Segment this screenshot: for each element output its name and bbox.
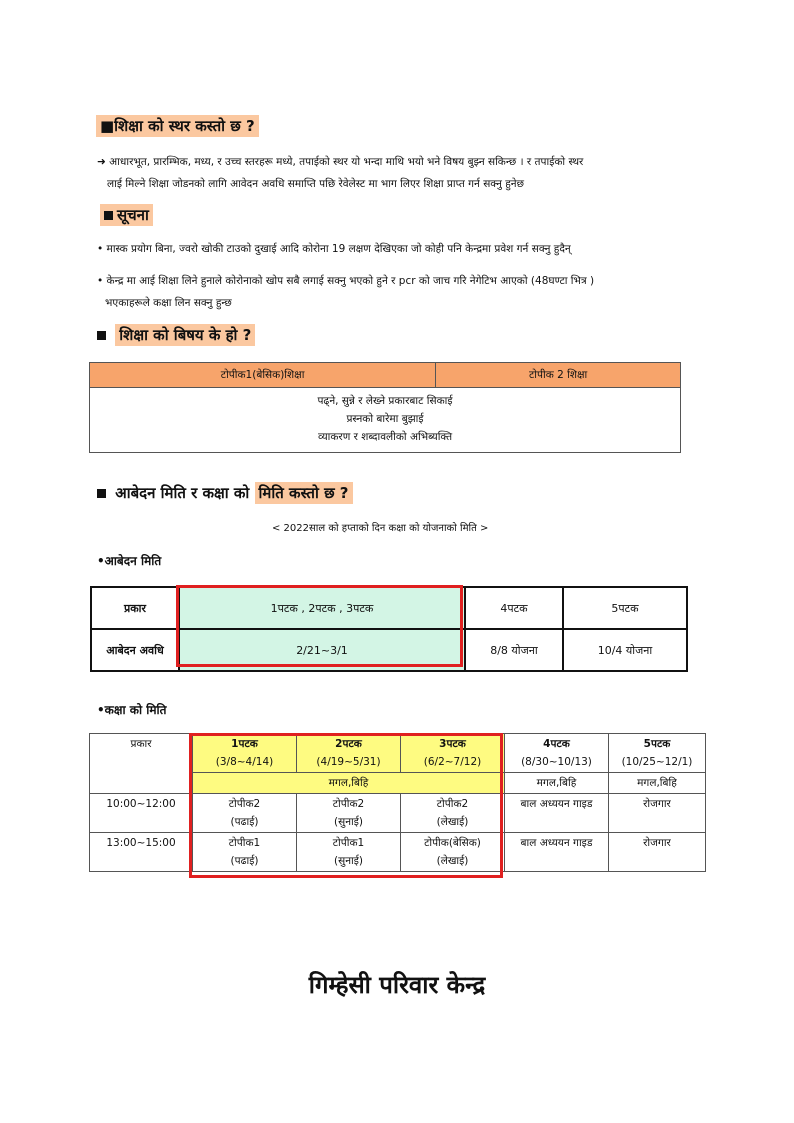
- time-slot: 10:00~12:00: [90, 794, 193, 833]
- class-cell: टोपीक2 (पढाई): [193, 794, 297, 833]
- session-4: 4पटक (8/30~10/13): [505, 734, 609, 773]
- footer-title: गिम्हेसी परिवार केन्द्र: [308, 971, 486, 999]
- session-days-4: मगल,बिहि: [505, 773, 609, 794]
- app-header-4: 4पटक: [465, 587, 563, 629]
- subject-col-1: टोपीक1(बेसिक)शिक्षा: [90, 363, 436, 388]
- arrow-icon: ➜: [97, 156, 106, 168]
- class-cell: रोजगार: [609, 794, 706, 833]
- section-level-text: ➜ आधारभूत, प्रारम्भिक, मध्य, र उच्च स्तरहरू मध्ये, तपाईको स्थर यो भन्दा माथि भयो भने विषय बुझ्न सकिन्छ । र तपाईको स्थर लाई मिल्ने शिक्षा जोडनको लागि आवेदन अवधि समाप्ति पछि रेवेलेस्ट मा भाग लिएर शिक्षा प्राप्त गर्न सक्नु हुनेछ: [97, 156, 584, 190]
- app-period-5: 10/4 योजना: [563, 629, 687, 671]
- app-period-4: 8/8 योजना: [465, 629, 563, 671]
- square-bullet-icon: [104, 211, 113, 220]
- app-period-1-3: 2/21~3/1: [179, 629, 465, 671]
- square-bullet-icon: [97, 331, 106, 340]
- session-1: 1पटक (3/8~4/14): [193, 734, 297, 773]
- schedule-subtitle: < 2022साल को हप्ताको दिन कक्षा को योजनाको मिति >: [272, 523, 489, 534]
- class-cell: टोपीक1 (सुनाई): [297, 833, 401, 872]
- bullet-icon: •: [97, 243, 104, 255]
- class-cell: रोजगार: [609, 833, 706, 872]
- section-level-title: ■शिक्षा को स्थर कस्तो छ ?: [96, 116, 259, 136]
- session-days-5: मगल,बिहि: [609, 773, 706, 794]
- session-3: 3पटक (6/2~7/12): [401, 734, 505, 773]
- session-2: 2पटक (4/19~5/31): [297, 734, 401, 773]
- class-cell: टोपीक(बेसिक) (लेखाई): [401, 833, 505, 872]
- class-cell: बाल अध्ययन गाइड: [505, 833, 609, 872]
- class-cell: टोपीक2 (लेखाई): [401, 794, 505, 833]
- highlight-box: [176, 585, 463, 667]
- square-bullet-icon: [97, 489, 106, 498]
- subject-table: [89, 362, 681, 453]
- class-cell: टोपीक2 (सुनाई): [297, 794, 401, 833]
- app-header-1-3: 1पटक , 2पटक , 3पटक: [179, 587, 465, 629]
- time-slot: 13:00~15:00: [90, 833, 193, 872]
- app-header-5: 5पटक: [563, 587, 687, 629]
- subject-description: पढ्ने, सुन्ने र लेख्ने प्रकारबाट सिकाई प्रस्नको बारेमा बुझाई व्याकरण र शब्दावलीको अभिब्यक्ति: [317, 395, 453, 443]
- bullet-icon: •: [97, 275, 104, 287]
- app-header-type: प्रकार: [91, 587, 179, 629]
- classes-label: •कक्षा को मिति: [97, 703, 167, 717]
- section-subject-title: शिक्षा को बिषय के हो ?: [97, 325, 255, 345]
- highlight-box: [189, 733, 503, 878]
- section-schedule-title: आबेदन मिति र कक्षा को मिति कस्तो छ ?: [97, 483, 353, 503]
- session-days-merged: मगल,बिहि: [193, 773, 505, 794]
- application-label: •आबेदन मिति: [97, 554, 162, 568]
- session-5: 5पटक (10/25~12/1): [609, 734, 706, 773]
- notice-item-1: • मास्क प्रयोग बिना, ज्वरो खोकी टाउको दुखाई आदि कोरोना 19 लक्षण देखिएका जो कोही पनि केन्द्रमा प्रवेश गर्न सक्नु हुदैन्: [97, 243, 571, 255]
- subject-col-2: टोपीक 2 शिक्षा: [436, 363, 681, 388]
- notice-item-2: • केन्द्र मा आई शिक्षा लिने हुनाले कोरोनाको खोप सबै लगाई सक्नु भएको हुने र pcr को जाच गरि नेगेटिभ आएको (48घण्टा भित्र ) भएकाहरूले कक्षा लिन सक्नु हुन्छ: [97, 275, 595, 309]
- class-cell: टोपीक1 (पढाई): [193, 833, 297, 872]
- classes-type-label: प्रकार: [90, 734, 193, 794]
- class-cell: बाल अध्ययन गाइड: [505, 794, 609, 833]
- app-row-label: आबेदन अवधि: [91, 629, 179, 671]
- section-notice-title: सूचना: [100, 205, 153, 225]
